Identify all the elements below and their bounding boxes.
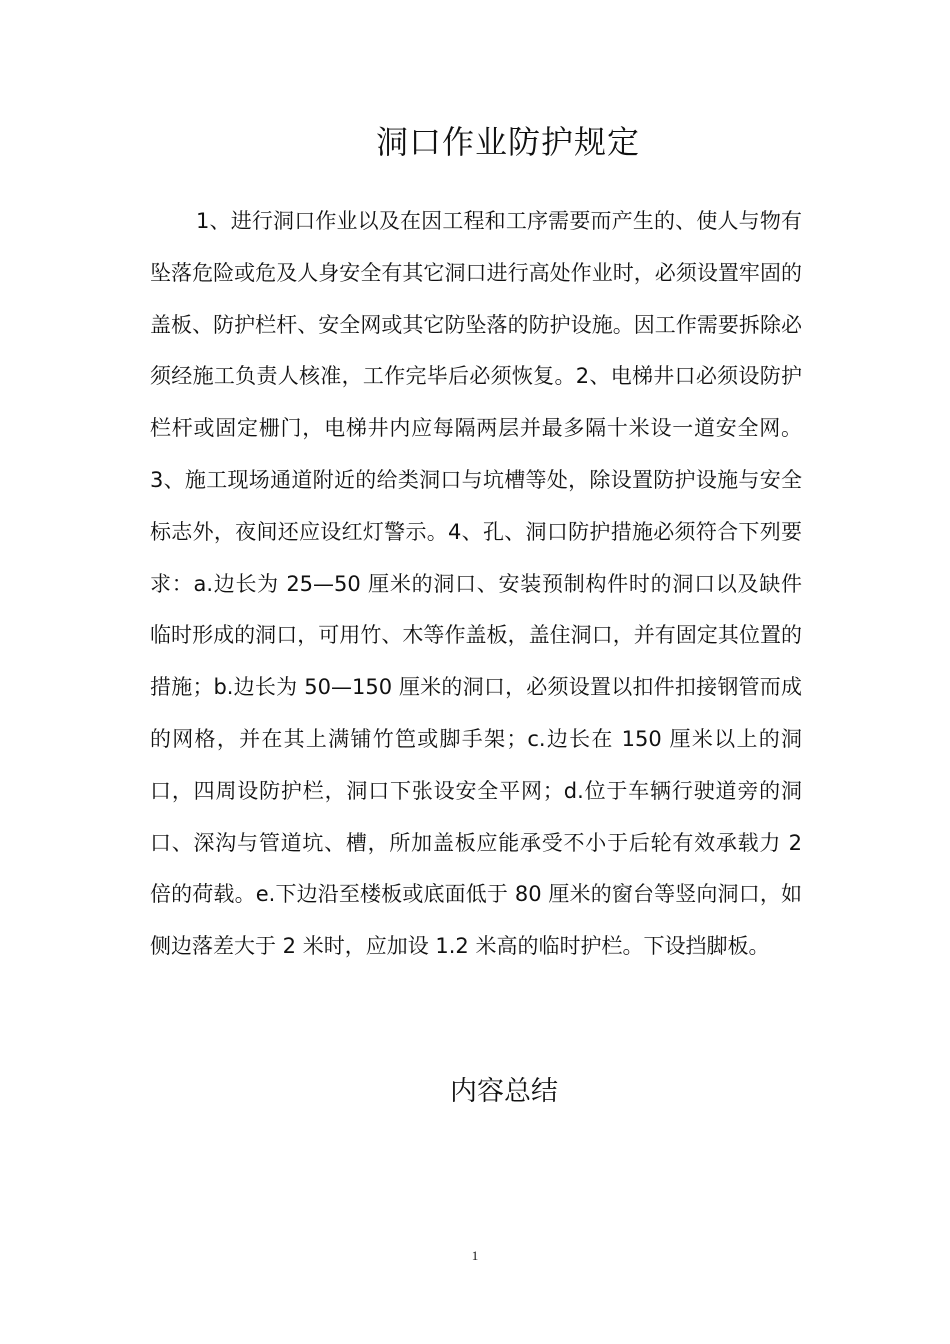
summary-heading: 内容总结 bbox=[450, 1076, 558, 1107]
page-number: 1 bbox=[471, 1248, 479, 1263]
document-title: 洞口作业防护规定 bbox=[375, 123, 640, 161]
body-paragraph: 1、进行洞口作业以及在因工程和工序需要而产生的、使人与物有坠落危险或危及人身安全有其它洞口进行高处作业时，必须设置牢固的盖板、防护栏杆、安全网或其它防坠落的防护设施。因工作需要拆除必须经施工负责人核准，工作完毕后必须恢复。2、电梯井口必须设防护栏杆或固定栅门，电梯井内应每隔两层并最多隔十米设一道安全网。3、施工现场通道附近的给类洞口与坑槽等处，除设置防护设施与安全标志外，夜间还应设红灯警示。4、孔、洞口防护措施必须符合下列要求：a.边长为 25—50 厘米的洞口、安装预制构件时的洞口以及缺件临时形成的洞口，可用竹、木等作盖板，盖住洞口，并有固定其位置的措施；b.边长为 50—150 厘米的洞口，必须设置以扣件扣接钢管而成的网格，并在其上满铺竹笆或脚手架；c.边长在 150 厘米以上的洞口，四周设防护栏，洞口下张设安全平网；d.位于车辆行驶道旁的洞口、深沟与管道坑、槽，所加盖板应能承受不小于后轮有效承载力 2 倍的荷载。e.下边沿至楼板或底面低于 80 厘米的窗台等竖向洞口，如侧边落差大于 2 米时，应加设 1.2 米高的临时护栏。下设挡脚板。 bbox=[150, 209, 802, 959]
